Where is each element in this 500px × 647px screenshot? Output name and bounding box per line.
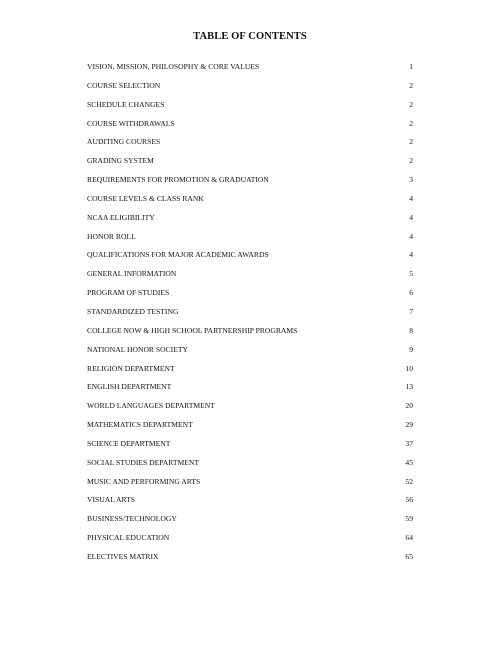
toc-entry-page: 2	[409, 99, 413, 109]
toc-entry-page: 7	[409, 306, 413, 316]
toc-entry-label: MUSIC AND PERFORMING ARTS	[87, 476, 201, 486]
toc-entry-label: SCIENCE DEPARTMENT	[87, 438, 171, 448]
toc-entry	[87, 344, 413, 363]
toc-entry-page: 4	[409, 250, 413, 260]
toc-entry-page: 29	[405, 420, 413, 430]
toc-entry-label: COURSE WITHDRAWALS	[87, 118, 175, 128]
toc-entry-label: SCHEDULE CHANGES	[87, 99, 165, 109]
toc-entry-label: AUDITING COURSES	[87, 137, 161, 147]
toc-entry-label: NCAA ELIGIBILITY	[87, 212, 155, 222]
toc-entry-page: 10	[405, 363, 413, 373]
toc-entry	[87, 381, 413, 400]
toc-entry	[87, 174, 413, 193]
toc-entry-page: 2	[409, 80, 413, 90]
toc-entry-page: 37	[405, 438, 413, 448]
toc-entry-page: 3	[409, 175, 413, 185]
toc-entry-label: ELECTIVES MATRIX	[87, 551, 159, 561]
toc-entry-label: COURSE SELECTION	[87, 80, 161, 90]
toc-entry-label: PHYSICAL EDUCATION	[87, 533, 170, 543]
toc-entry-label: COURSE LEVELS & CLASS RANK	[87, 193, 204, 203]
toc-entry	[87, 306, 413, 325]
toc-entry-label: GENERAL INFORMATION	[87, 269, 177, 279]
toc-entry	[87, 438, 413, 457]
toc-entry	[87, 400, 413, 419]
table-of-contents	[87, 61, 413, 570]
toc-entry	[87, 268, 413, 287]
toc-entry	[87, 231, 413, 250]
toc-entry-label: MATHEMATICS DEPARTMENT	[87, 420, 193, 430]
toc-entry-page: 59	[405, 514, 413, 524]
toc-entry-page: 8	[409, 325, 413, 335]
toc-entry-page: 5	[409, 269, 413, 279]
toc-entry-page: 65	[405, 551, 413, 561]
toc-entry-label: STANDARDIZED TESTING	[87, 306, 179, 316]
toc-entry-label: QUALIFICATIONS FOR MAJOR ACADEMIC AWARDS	[87, 250, 269, 260]
toc-entry-label: HONOR ROLL	[87, 231, 136, 241]
toc-entry	[87, 532, 413, 551]
toc-entry-page: 2	[409, 137, 413, 147]
toc-entry	[87, 212, 413, 231]
toc-entry-label: ENGLISH DEPARTMENT	[87, 382, 172, 392]
toc-entry-label: VISUAL ARTS	[87, 495, 135, 505]
toc-entry	[87, 287, 413, 306]
toc-entry	[87, 61, 413, 80]
toc-entry-page: 13	[405, 382, 413, 392]
toc-entry-page: 4	[409, 231, 413, 241]
toc-entry	[87, 513, 413, 532]
toc-entry-label: WORLD LANGUAGES DEPARTMENT	[87, 401, 215, 411]
toc-entry	[87, 419, 413, 438]
toc-entry-label: BUSINESS/TECHNOLOGY	[87, 514, 177, 524]
toc-entry	[87, 363, 413, 382]
toc-entry	[87, 249, 413, 268]
toc-entry-label: VISION, MISSION, PHILOSOPHY & CORE VALUES	[87, 62, 260, 71]
toc-entry-page: 2	[409, 156, 413, 166]
toc-entry	[87, 457, 413, 476]
toc-entry-page: 1	[409, 62, 413, 71]
page-title: TABLE OF CONTENTS	[193, 31, 307, 42]
toc-entry-label: SOCIAL STUDIES DEPARTMENT	[87, 457, 200, 467]
toc-entry-page: 9	[409, 344, 413, 354]
toc-entry-label: GRADING SYSTEM	[87, 156, 154, 166]
toc-entry-label: COLLEGE NOW & HIGH SCHOOL PARTNERSHIP PROGRAMS	[87, 325, 298, 335]
toc-entry-page: 64	[405, 533, 413, 543]
toc-entry	[87, 551, 413, 570]
toc-entry	[87, 118, 413, 137]
toc-entry	[87, 136, 413, 155]
toc-entry	[87, 193, 413, 212]
toc-entry-page: 45	[405, 457, 413, 467]
toc-entry	[87, 155, 413, 174]
toc-entry	[87, 325, 413, 344]
toc-entry-page: 52	[405, 476, 413, 486]
toc-entry-page: 56	[405, 495, 413, 505]
toc-entry-page: 2	[409, 118, 413, 128]
toc-entry	[87, 99, 413, 118]
toc-entry	[87, 476, 413, 495]
toc-entry	[87, 494, 413, 513]
toc-entry-label: NATIONAL HONOR SOCIETY	[87, 344, 188, 354]
toc-entry-page: 4	[409, 193, 413, 203]
toc-entry-page: 20	[405, 401, 413, 411]
toc-entry-label: REQUIREMENTS FOR PROMOTION & GRADUATION	[87, 175, 269, 185]
toc-entry-page: 4	[409, 212, 413, 222]
toc-entry-label: RELIGION DEPARTMENT	[87, 363, 175, 373]
toc-entry	[87, 80, 413, 99]
toc-entry-label: PROGRAM OF STUDIES	[87, 288, 170, 298]
toc-entry-page: 6	[409, 288, 413, 298]
